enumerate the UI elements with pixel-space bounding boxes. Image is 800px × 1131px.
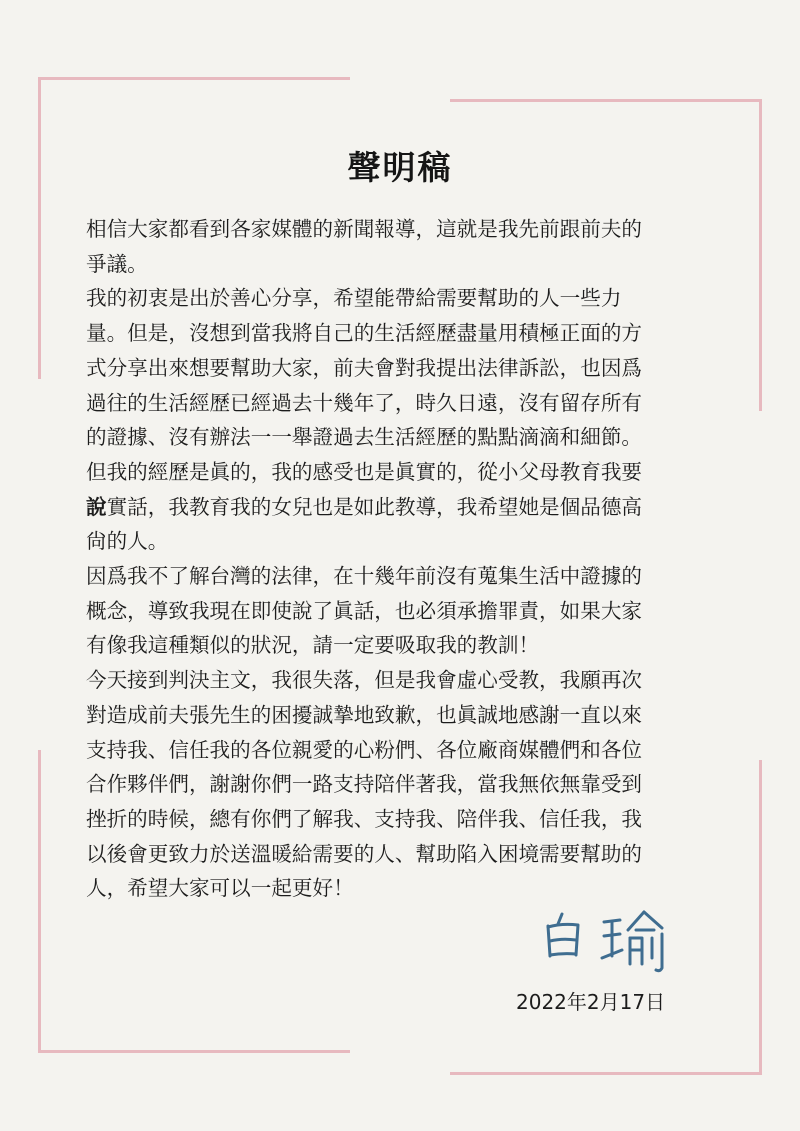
- text-line: 相信大家都看到各家媒體的新聞報導，這就是我先前跟前夫的: [86, 217, 643, 241]
- text-line: 我的初衷是出於善心分享，希望能帶給需要幫助的人一些力: [86, 286, 622, 311]
- handwritten-signature: [540, 900, 680, 980]
- text-line: 支持我、信任我的各位親愛的心粉們、各位廠商媒體們和各位: [86, 737, 643, 762]
- paragraph-3: [86, 559, 716, 663]
- text-line: 爭議。: [86, 251, 148, 276]
- text-line-with-bold: [86, 490, 716, 525]
- frame-bottom-left-vertical: [38, 750, 41, 1053]
- paragraph-1: [86, 212, 716, 281]
- text-line-rest: 實話，我教育我的女兒也是如此教導，我希望她是個品德高: [106, 494, 643, 519]
- paragraph-2: [86, 281, 716, 559]
- frame-bottom-right-vertical: [759, 760, 762, 1075]
- text-line: 挫折的時候，總有你們了解我、支持我、陪伴我、信任我，我: [86, 806, 643, 831]
- document-title: 聲明稿: [347, 148, 453, 187]
- text-line: 過往的生活經歷已經過去十幾年了，時久日遠，沒有留存所有: [86, 390, 643, 415]
- statement-body: [86, 212, 716, 906]
- statement-date: 2022年2月17日: [516, 990, 666, 1014]
- text-line: 今天接到判決主文，我很失落，但是我會虛心受教，我願再次: [86, 668, 643, 693]
- text-line: 概念，導致我現在即使說了眞話，也必須承擔罪責，如果大家: [86, 598, 643, 623]
- paragraph-4: [86, 663, 716, 906]
- frame-top-left-vertical: [38, 77, 41, 379]
- text-line: 合作夥伴們，謝謝你們一路支持陪伴著我，當我無依無靠受到: [86, 772, 643, 797]
- text-line: 人，希望大家可以一起更好！: [86, 876, 354, 901]
- text-line: 式分享出來想要幫助大家，前夫會對我提出法律訴訟，也因爲: [86, 355, 643, 380]
- text-line: 量。但是，沒想到當我將自己的生活經歷盡量用積極正面的方: [86, 321, 643, 346]
- text-line: 對造成前夫張先生的困擾誠摯地致歉，也眞誠地感謝一直以來: [86, 702, 643, 727]
- frame-bottom-right-horizontal: [450, 1072, 762, 1075]
- frame-top-right-horizontal: [450, 99, 762, 102]
- text-line: 因爲我不了解台灣的法律，在十幾年前沒有蒐集生活中證據的: [86, 564, 643, 589]
- frame-bottom-left-horizontal: [38, 1050, 350, 1053]
- bold-character: 說: [86, 494, 107, 519]
- frame-top-left-horizontal: [38, 77, 350, 80]
- text-line: 的證據、沒有辦法一一舉證過去生活經歷的點點滴滴和細節。: [86, 425, 643, 450]
- text-line: 有像我這種類似的狀況，請一定要吸取我的教訓！: [86, 633, 540, 658]
- text-line: 以後會更致力於送溫暖給需要的人、幫助陷入困境需要幫助的: [86, 841, 643, 866]
- text-line: 尙的人。: [86, 529, 169, 554]
- text-line: 但我的經歷是眞的，我的感受也是眞實的，從小父母教育我要: [86, 459, 643, 484]
